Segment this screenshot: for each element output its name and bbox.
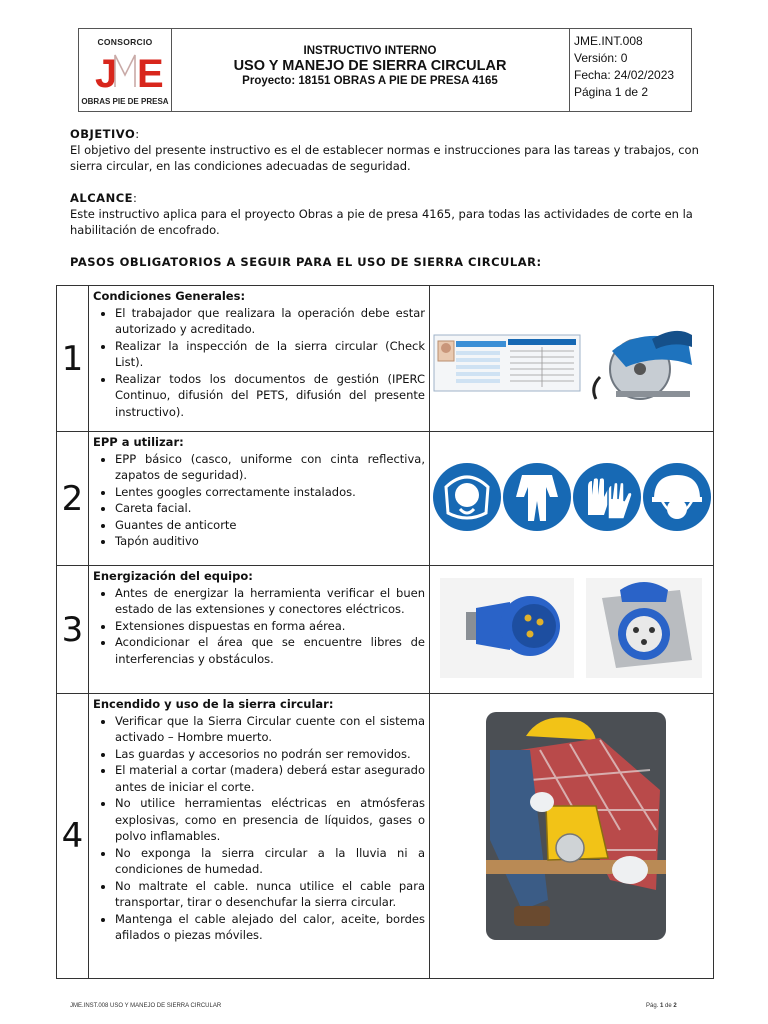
step-number: 1: [57, 286, 89, 432]
step-row: [57, 566, 714, 694]
list-item: • No maltrate el cable. nunca utilice el cable para transportar, tirar o desenchufar la sierra circular.: [115, 878, 425, 911]
list-item: • No utilice herramientas eléctricas en atmósferas explosivas, como en presencia de líquidos, gases o polvo inflamables.: [115, 795, 425, 845]
footer-page-total: 2: [673, 1003, 677, 1009]
step-row: [57, 694, 714, 979]
step-content: [89, 432, 430, 566]
worker-using-saw-image: [430, 710, 712, 950]
step-list: [93, 451, 425, 550]
helmet-icon: [643, 463, 711, 531]
step-1-illustration: [430, 307, 712, 407]
circular-saw-image: [594, 330, 692, 398]
doc-type: INSTRUCTIVO INTERNO: [303, 45, 437, 57]
list-item: • Tapón auditivo: [115, 533, 425, 550]
ppe-signs: [430, 457, 712, 537]
step-number: 2: [57, 432, 89, 566]
list-item: • Realizar todos los documentos de gestión (IPERC Continuo, difusión del PETS, difusión del presente instructivo).: [115, 371, 425, 421]
list-item: • El material a cortar (madera) deberá estar asegurado antes de iniciar el corte.: [115, 762, 425, 795]
doc-date: Fecha: 24/02/2023: [574, 68, 675, 82]
header-title-block: [171, 29, 570, 111]
doc-page: Página 1 de 2: [574, 85, 649, 99]
svg-text:J: J: [95, 52, 118, 96]
step-row: [57, 286, 714, 432]
footer-doc-name: JME.INST.008 USO Y MANEJO DE SIERRA CIRCULAR: [70, 1003, 222, 1009]
objetivo-colon: :: [135, 127, 140, 141]
alcance-text: Este instructivo aplica para el proyecto Obras a pie de presa 4165, para todas las actividades de corte en la habilitación de encofrado.: [70, 207, 693, 237]
face-shield-icon: [433, 463, 501, 531]
step-title: Energización del equipo:: [93, 569, 253, 583]
alcance-heading: ALCANCE: [70, 191, 133, 205]
industrial-socket-image: [586, 578, 702, 678]
step-images: [430, 694, 714, 979]
doc-code: JME.INT.008: [574, 34, 643, 48]
step-content: [89, 286, 430, 432]
alcance-section: [70, 190, 700, 238]
step-row: [57, 432, 714, 566]
coverall-icon: [503, 463, 571, 531]
footer-page: [646, 1003, 677, 1009]
pasos-heading: PASOS OBLIGATORIOS A SEGUIR PARA EL USO DE SIERRA CIRCULAR:: [70, 255, 542, 269]
logo-top-text: CONSORCIO: [97, 37, 153, 47]
list-item: • Acondicionar el área que se encuentre libres de interferencias y obstáculos.: [115, 634, 425, 667]
step-images: [430, 566, 714, 694]
footer-page-of: de: [663, 1003, 674, 1009]
step-3-illustration: [430, 572, 712, 684]
objetivo-text: El objetivo del presente instructivo es el de establecer normas e instrucciones para las tareas y trabajos, con sierra circular, en las condiciones adecuadas de seguridad.: [70, 143, 699, 173]
industrial-plug-image: [440, 578, 574, 678]
gloves-icon: [573, 463, 641, 531]
list-item: • Guantes de anticorte: [115, 517, 425, 534]
list-item: • Mantenga el cable alejado del calor, aceite, bordes afilados o piezas móviles.: [115, 911, 425, 944]
step-title: Encendido y uso de la sierra circular:: [93, 697, 334, 711]
list-item: • No exponga la sierra circular a la lluvia ni a condiciones de humedad.: [115, 845, 425, 878]
jme-logo-mark: [93, 49, 164, 96]
step-list: [93, 585, 425, 668]
footer-page-prefix: Pág.: [646, 1003, 661, 1009]
step-list: [93, 305, 425, 421]
list-item: • Antes de energizar la herramienta verificar el buen estado de las extensiones y conectores eléctricos.: [115, 585, 425, 618]
logo-bottom-text: OBRAS PIE DE PRESA: [81, 97, 169, 106]
company-logo: [79, 29, 172, 111]
list-item: • El trabajador que realizara la operación debe estar autorizado y acreditado.: [115, 305, 425, 338]
step-title: EPP a utilizar:: [93, 435, 184, 449]
step-list: [93, 713, 425, 944]
alcance-colon: :: [133, 191, 137, 205]
footer-page-current: 1: [660, 1003, 664, 1009]
header-meta: [570, 29, 691, 111]
list-item: • Realizar la inspección de la sierra circular (Check List).: [115, 338, 425, 371]
doc-project: Proyecto: 18151 OBRAS A PIE DE PRESA 4165: [242, 75, 498, 87]
list-item: • EPP básico (casco, uniforme con cinta reflectiva, zapatos de seguridad).: [115, 451, 425, 484]
steps-table: [56, 285, 714, 979]
step-images: [430, 432, 714, 566]
step-number: 3: [57, 566, 89, 694]
list-item: • Verificar que la Sierra Circular cuente con el sistema activado – Hombre muerto.: [115, 713, 425, 746]
list-item: • Lentes googles correctamente instalados.: [115, 484, 425, 501]
step-images: [430, 286, 714, 432]
document-header: [78, 28, 692, 112]
list-item: • Careta facial.: [115, 500, 425, 517]
list-item: • Extensiones dispuestas en forma aérea.: [115, 618, 425, 635]
doc-version: Versión: 0: [574, 51, 628, 65]
step-content: [89, 694, 430, 979]
step-content: [89, 566, 430, 694]
list-item: • Las guardas y accesorios no podrán ser removidos.: [115, 746, 425, 763]
step-title: Condiciones Generales:: [93, 289, 246, 303]
doc-title: USO Y MANEJO DE SIERRA CIRCULAR: [233, 58, 507, 74]
svg-text:E: E: [137, 52, 164, 96]
objetivo-heading: OBJETIVO: [70, 127, 136, 141]
step-number: 4: [57, 694, 89, 979]
objetivo-section: [70, 126, 700, 174]
checklist-document-image: [434, 335, 580, 391]
